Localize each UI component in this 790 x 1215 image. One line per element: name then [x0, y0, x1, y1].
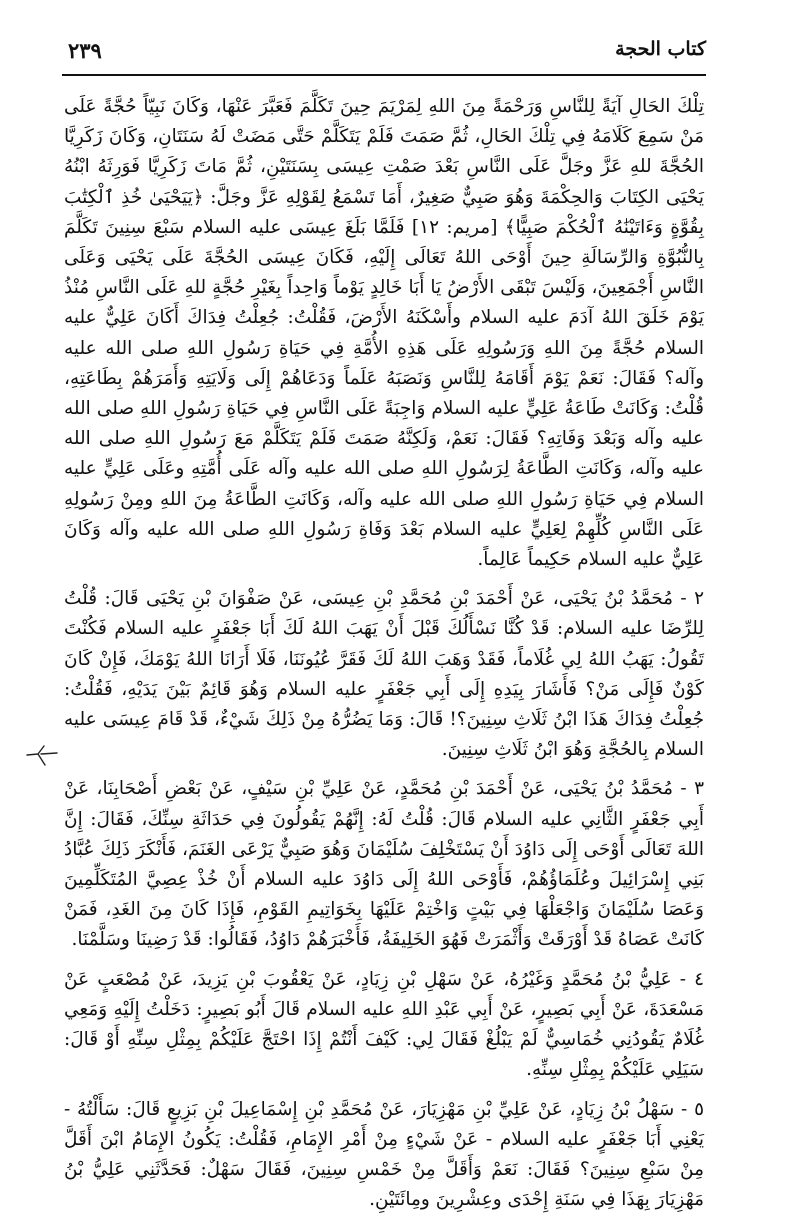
page-number: ٢٣٩ [68, 38, 102, 63]
hadith-5: ٥ - سَهْلُ بْنُ زِيَادٍ، عَنْ عَلِيِّ بْنِ مَهْزِيَارَ، عَنْ مُحَمَّدِ بْنِ إِسْمَاعِيلَ بْنِ بَزِيعٍ قَالَ: سَأَلْتُهُ - يَعْنِي أَبَا جَعْفَرٍ عليه السلام - عَنْ شَيْءٍ مِنْ أَمْرِ الإِمَامِ، فَقُلْتُ: يَكُونُ الإِمَامُ ابْنَ أَقَلَّ مِنْ سَبْعِ سِنِينَ؟ فَقَالَ: نَعَمْ وَأَقَلَّ مِنْ خَمْسِ سِنِينَ، فَقَالَ سَهْلٌ: فَحَدَّثَنِي عَلِيُّ بْنُ مَهْزِيَارَ بِهَذَا فِي سَنَةِ إِحْدَى وعِشْرِينَ ومِائَتَيْنِ. [64, 1095, 704, 1215]
page-body [64, 92, 704, 1097]
paragraph-continuation: تِلْكَ الحَالِ آيَةً لِلنَّاسِ وَرَحْمَةً مِنَ اللهِ لِمَرْيَمَ حِينَ تَكَلَّمَ فَعَبَّرَ عَنْهَا، وَكَانَ نَبِيّاً حُجَّةً عَلَى مَنْ سَمِعَ كَلَامَهُ فِي تِلْكَ الحَالِ، ثُمَّ صَمَتَ فَلَمْ يَتَكَلَّمْ حَتَّى مَضَتْ لَهُ سَنَتَانِ، وَكَانَ زَكَرِيَّا الحُجَّةَ للهِ عَزَّ وجَلَّ عَلَى النَّاسِ بَعْدَ صَمْتِ عِيسَى بِسَنَتَيْنِ، ثُمَّ مَاتَ زَكَرِيَّا فَوَرِثَهُ ابْنُهُ يَحْيَى الكِتَابَ وَالحِكْمَةَ وَهُوَ صَبِيٌّ صَغِيرٌ، أَمَا تَسْمَعُ لِقَوْلِهِ عَزَّ وجَلَّ: ﴿يَيَحْيَىٰ خُذِ ٱلْكِتَٰبَ بِقُوَّةٍ وَءَاتَيْنَٰهُ ٱلْحُكْمَ صَبِيًّا﴾ [مريم: ١٢] فَلَمَّا بَلَغَ عِيسَى عليه السلام سَبْعَ سِنِينَ تَكَلَّمَ بِالنُّبُوَّةِ وَالرِّسَالَةِ حِينَ أَوْحَى اللهُ تَعَالَى إِلَيْهِ، فَكَانَ عِيسَى الحُجَّةَ عَلَى يَحْيَى وَعَلَى النَّاسِ أَجْمَعِينَ، وَلَيْسَ تَبْقَى الأَرْضُ يَا أَبَا خَالِدٍ يَوْماً وَاحِداً بِغَيْرِ حُجَّةٍ للهِ عَلَى النَّاسِ مُنْذُ يَوْمَ خَلَقَ اللهُ آدَمَ عليه السلام وأَسْكَنَهُ الأَرْضَ، فَقُلْتُ: جُعِلْتُ فِدَاكَ أَكَانَ عَلِيٌّ عليه السلام حُجَّةً مِنَ اللهِ وَرَسُولِهِ عَلَى هَذِهِ الأُمَّةِ فِي حَيَاةِ رَسُولِ اللهِ صلى الله عليه وآله؟ فَقَالَ: نَعَمْ يَوْمَ أَقَامَهُ لِلنَّاسِ وَنَصَبَهُ عَلَماً وَدَعَاهُمْ إِلَى وَلَايَتِهِ وَأَمَرَهُمْ بِطَاعَتِهِ، قُلْتُ: وَكَانَتْ طَاعَةُ عَلِيٍّ عليه السلام وَاجِبَةً عَلَى النَّاسِ فِي حَيَاةِ رَسُولِ اللهِ صلى الله عليه وآله وَبَعْدَ وَفَاتِهِ؟ فَقَالَ: نَعَمْ، وَلَكِنَّهُ صَمَتَ فَلَمْ يَتَكَلَّمْ مَعَ رَسُولِ اللهِ صلى الله عليه وآله، وَكَانَتِ الطَّاعَةُ لِرَسُولِ اللهِ صلى الله عليه وآله عَلَى أُمَّتِهِ وعَلَى عَلِيٍّ عليه السلام فِي حَيَاةِ رَسُولِ اللهِ صلى الله عليه وآله، وَكَانَتِ الطَّاعَةُ مِنَ اللهِ ومِنْ رَسُولِهِ عَلَى النَّاسِ كُلِّهِمْ لِعَلِيٍّ عليه السلام بَعْدَ وَفَاةِ رَسُولِ اللهِ صلى الله عليه وآله وَكَانَ عَلِيٌّ عليه السلام حَكِيماً عَالِماً. [64, 92, 704, 575]
hadith-2: ٢ - مُحَمَّدُ بْنُ يَحْيَى، عَنْ أَحْمَدَ بْنِ مُحَمَّدِ بْنِ عِيسَى، عَنْ صَفْوَانَ بْنِ يَحْيَى قَالَ: قُلْتُ لِلرِّضَا عليه السلام: قَدْ كُنَّا نَسْأَلُكَ قَبْلَ أَنْ يَهَبَ اللهُ لَكَ أَبَا جَعْفَرٍ عليه السلام فَكُنْتَ تَقُولُ: يَهَبُ اللهُ لِي غُلَاماً، فَقَدْ وَهَبَ اللهُ لَكَ فَقَرَّ عُيُونَنَا، فَلَا أَرَانَا اللهُ يَوْمَكَ، فَإِنْ كَانَ كَوْنٌ فَإِلَى مَنْ؟ فَأَشَارَ بِيَدِهِ إِلَى أَبِي جَعْفَرٍ عليه السلام وَهُوَ قَائِمٌ بَيْنَ يَدَيْهِ، فَقُلْتُ: جُعِلْتُ فِدَاكَ هَذَا ابْنُ ثَلَاثِ سِنِينَ؟! قَالَ: وَمَا يَضُرُّهُ مِنْ ذَلِكَ شَيْءٌ، قَدْ قَامَ عِيسَى عليه السلام بِالحُجَّةِ وَهُوَ ابْنُ ثَلَاثِ سِنِينَ. [64, 584, 704, 765]
hadith-3: ٣ - مُحَمَّدُ بْنُ يَحْيَى، عَنْ أَحْمَدَ بْنِ مُحَمَّدٍ، عَنْ عَلِيِّ بْنِ سَيْفٍ، عَنْ بَعْضِ أَصْحَابِنَا، عَنْ أَبِي جَعْفَرٍ الثَّانِي عليه السلام قَالَ: قُلْتُ لَهُ: إِنَّهُمْ يَقُولُونَ فِي حَدَاثَةِ سِنِّكَ، فَقَالَ: إِنَّ اللهَ تَعَالَى أَوْحَى إِلَى دَاوُدَ أَنْ يَسْتَخْلِفَ سُلَيْمَانَ وَهُوَ صَبِيٌّ يَرْعَى الغَنَمَ، فَأَنْكَرَ ذَلِكَ عُبَّادُ بَنِي إِسْرَائِيلَ وعُلَمَاؤُهُمْ، فَأَوْحَى اللهُ إِلَى دَاوُدَ عليه السلام أَنْ خُذْ عِصِيَّ المُتَكَلِّمِينَ وَعَصَا سُلَيْمَانَ وَاجْعَلْهَا فِي بَيْتٍ وَاخْتِمْ عَلَيْهَا بِخَوَاتِيمِ القَوْمِ، فَإِذَا كَانَ مِنَ الغَدِ، فَمَنْ كَانَتْ عَصَاهُ قَدْ أَوْرَقَتْ وَأَثْمَرَتْ فَهُوَ الخَلِيفَةُ، فَأَخْبَرَهُمْ دَاوُدُ، فَقَالُوا: قَدْ رَضِينَا وسَلَّمْنَا. [64, 774, 704, 955]
handwritten-margin-mark-icon [24, 738, 60, 772]
hadith-4: ٤ - عَلِيُّ بْنُ مُحَمَّدٍ وَغَيْرُهُ، عَنْ سَهْلِ بْنِ زِيَادٍ، عَنْ يَعْقُوبَ بْنِ يَزِيدَ، عَنْ مُصْعَبٍ عَنْ مَسْعَدَةَ، عَنْ أَبِي بَصِيرٍ، عَنْ أَبِي عَبْدِ اللهِ عليه السلام قَالَ أَبُو بَصِيرٍ: دَخَلْتُ إِلَيْهِ وَمَعِي غُلَامٌ يَقُودُنِي خُمَاسِيٌّ لَمْ يَبْلُغْ فَقَالَ لِي: كَيْفَ أَنْتُمْ إِذَا احْتَجَّ عَلَيْكُمْ بِمِثْلِ سِنِّهِ أَوْ قَالَ: سَيَلِي عَلَيْكُمْ بِمِثْلِ سِنِّهِ. [64, 965, 704, 1086]
book-title: كتاب الحجة [615, 38, 706, 60]
page-header [62, 34, 706, 76]
